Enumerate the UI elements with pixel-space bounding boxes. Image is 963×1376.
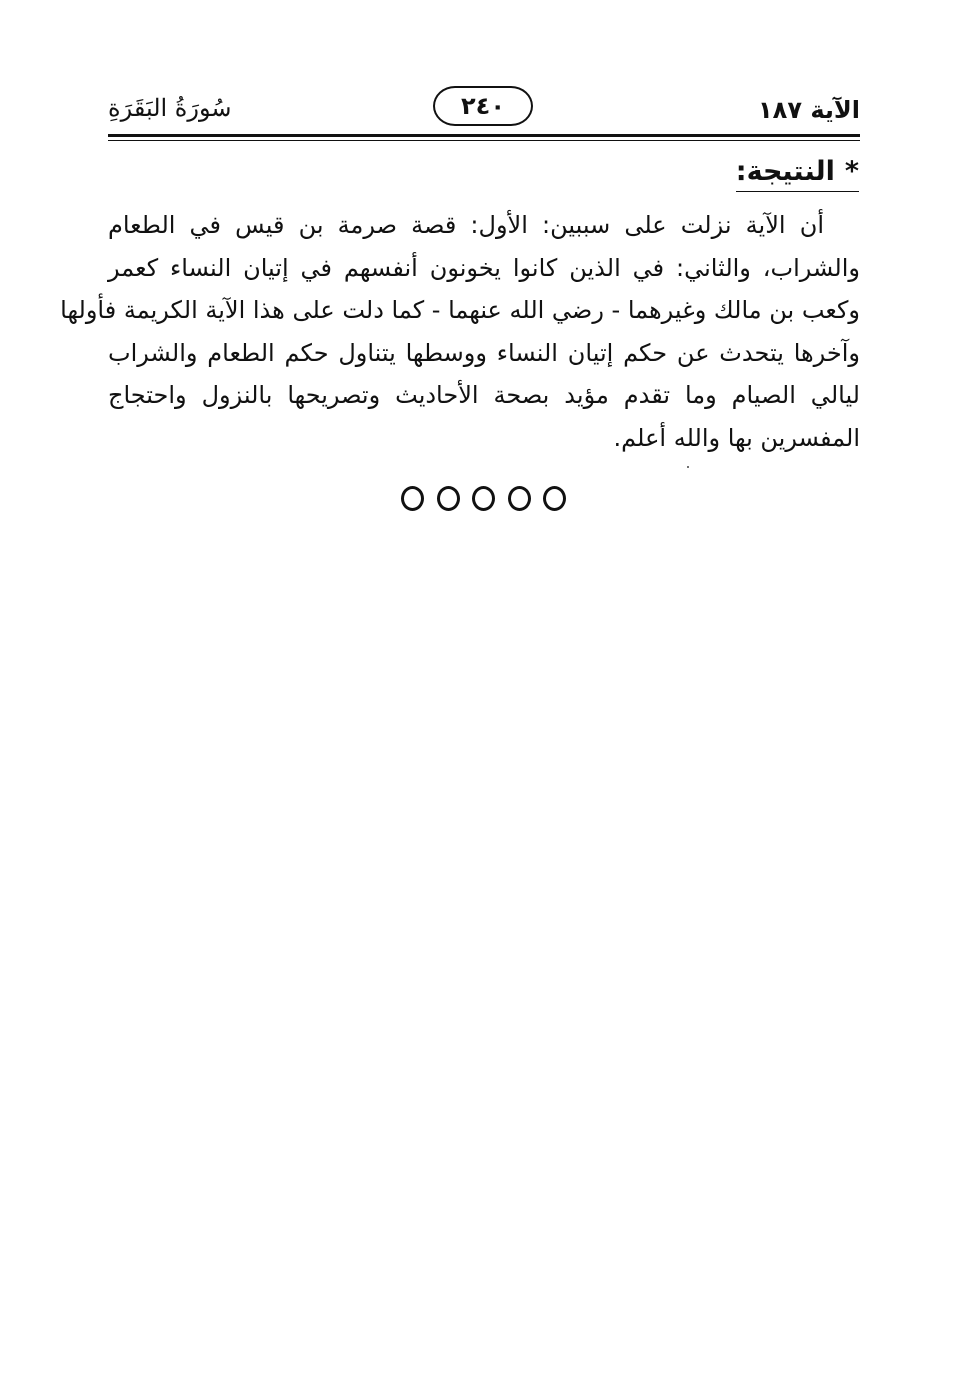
scan-speck [687, 466, 689, 468]
page-number: ٢٤٠ [461, 92, 505, 120]
header-rule-thin [108, 140, 860, 141]
paragraph-line: المفسرين بها والله أعلم. [613, 423, 860, 452]
circle-ornament-icon [437, 486, 460, 511]
star-icon: * [844, 156, 859, 187]
page-number-frame [433, 86, 533, 126]
page-header [108, 82, 860, 138]
body-paragraph [60, 204, 860, 459]
circle-ornament-icon [508, 486, 531, 511]
ayah-label: الآية ١٨٧ [758, 96, 860, 124]
section-separator [401, 485, 566, 511]
section-heading [736, 156, 859, 192]
header-rule-thick [108, 134, 860, 137]
circle-ornament-icon [401, 486, 424, 511]
paragraph-line: أن الآية نزلت على سببين: الأول: قصة صرمة بن قيس في الطعام [108, 211, 824, 239]
section-heading-text: النتيجة: [735, 156, 835, 187]
paragraph-line: ليالي الصيام وما تقدم مؤيد بصحة الأحاديث وتصريحها بالنزول واحتجاج [108, 381, 860, 409]
circle-ornament-icon [543, 486, 566, 511]
paragraph-line: وكعب بن مالك وغيرهما - رضي الله عنهما - كما دلت على هذا الآية الكريمة فأولها [60, 296, 860, 324]
paragraph-line: وآخرها يتحدث عن حكم إتيان النساء ووسطها يتناول حكم الطعام والشراب [108, 338, 860, 367]
paragraph-line: والشراب، والثاني: في الذين كانوا يخونون أنفسهم في إتيان النساء كعمر [108, 253, 860, 282]
surah-name: سُورَةُ البَقَرَةِ [108, 94, 232, 122]
circle-ornament-icon [472, 486, 495, 511]
